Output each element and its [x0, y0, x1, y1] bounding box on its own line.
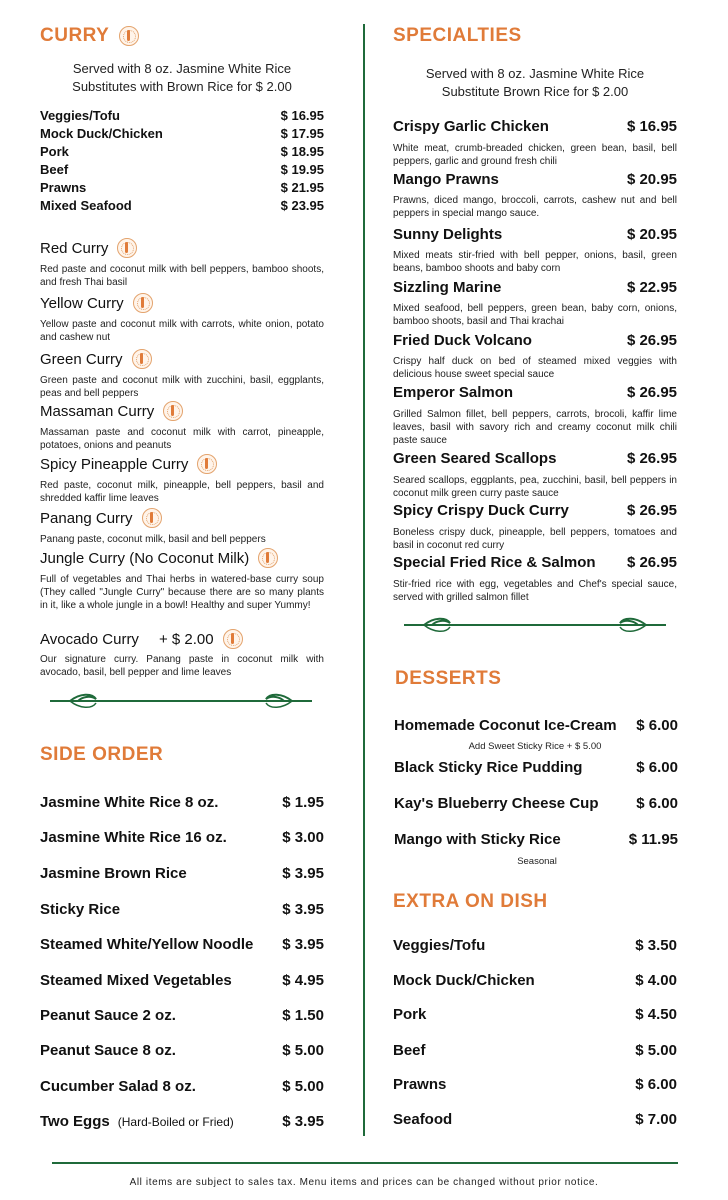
- menu-item-title: Spicy Pineapple Curry: [40, 454, 217, 474]
- menu-item-description: Stir-fried rice with egg, vegetables and Chef's special sauce, served with grilled salmon fillet: [393, 579, 677, 603]
- wheat-badge-icon: [223, 629, 243, 649]
- list-item: Prawns $ 6.00: [393, 1076, 677, 1093]
- menu-item-description: Massaman paste and coconut milk with carrot, pineapple, potatoes, onions and peanuts: [40, 427, 324, 451]
- menu-item-title: Sizzling Marine $ 22.95: [393, 279, 677, 296]
- menu-item-title: Spicy Crispy Duck Curry $ 26.95: [393, 502, 677, 519]
- wheat-badge-icon: [133, 293, 153, 313]
- list-item: Mock Duck/Chicken $ 17.95: [40, 126, 324, 141]
- wheat-badge-icon: [163, 401, 183, 421]
- desserts-section-title: DESSERTS: [395, 668, 502, 689]
- list-item: Mixed Seafood $ 23.95: [40, 198, 324, 213]
- list-item: Beef $ 5.00: [393, 1042, 677, 1059]
- menu-item-description: Seared scallops, eggplants, pea, zucchini, basil, bell peppers in coconut milk green curry paste sauce: [393, 475, 677, 499]
- list-item: Jasmine White Rice 16 oz. $ 3.00: [40, 829, 324, 846]
- list-item: Beef $ 19.95: [40, 162, 324, 177]
- wheat-badge-icon: [258, 548, 278, 568]
- menu-item-description: Grilled Salmon fillet, bell peppers, carrots, brocoli, kaffir lime leaves, basil with savory rich and creamy coconut milk chili paste sauce: [393, 409, 677, 446]
- menu-item-title: Panang Curry: [40, 508, 162, 528]
- menu-item-description: Panang paste, coconut milk, basil and bell peppers: [40, 534, 266, 545]
- list-item: Steamed White/Yellow Noodle $ 3.95: [40, 936, 324, 953]
- column-divider: [363, 24, 365, 1136]
- footer-rule: [52, 1162, 678, 1164]
- wheat-badge-icon: [197, 454, 217, 474]
- menu-item-description: Green paste and coconut milk with zucchini, basil, eggplants, peas and bell peppers: [40, 375, 324, 399]
- dessert-note: Seasonal: [517, 856, 557, 867]
- wheat-badge-icon: [117, 238, 137, 258]
- menu-item-description: Boneless crispy duck, pineapple, bell peppers, tomatoes and basil in coconut red curry: [393, 527, 677, 551]
- list-item: Kay's Blueberry Cheese Cup $ 6.00: [394, 795, 678, 812]
- menu-item-description: Red paste, coconut milk, pineapple, bell peppers, basil and shredded kaffir lime leaves: [40, 480, 324, 504]
- menu-item-title: Green Curry: [40, 349, 152, 369]
- list-item: Jasmine Brown Rice $ 3.95: [40, 865, 324, 882]
- menu-item-description: Crispy half duck on bed of steamed mixed veggies with delicious house sweet special sauce: [393, 356, 677, 380]
- list-item: Pork $ 4.50: [393, 1006, 677, 1023]
- menu-item-title: Avocado Curry + $ 2.00: [40, 629, 243, 649]
- ornament-divider-icon: [404, 616, 666, 634]
- list-item: Jasmine White Rice 8 oz. $ 1.95: [40, 794, 324, 811]
- menu-item-title: Massaman Curry: [40, 401, 183, 421]
- menu-item-title: Mango Prawns $ 20.95: [393, 171, 677, 188]
- menu-item-title: Emperor Salmon $ 26.95: [393, 384, 677, 401]
- wheat-badge-icon: [142, 508, 162, 528]
- menu-item-description: Red paste and coconut milk with bell peppers, bamboo shoots, and fresh Thai basil: [40, 264, 324, 288]
- menu-item-title: Crispy Garlic Chicken $ 16.95: [393, 118, 677, 135]
- wheat-badge-icon: [119, 26, 139, 46]
- menu-item-title: Red Curry: [40, 238, 137, 258]
- menu-item-description: Our signature curry. Panang paste in coconut milk with avocado, basil, bell pepper and lime leaves: [40, 654, 324, 678]
- curry-section-title: CURRY: [40, 25, 139, 47]
- menu-item-description: White meat, crumb-breaded chicken, green bean, basil, bell peppers, garlic and ground fresh chili: [393, 143, 677, 167]
- dessert-note: Add Sweet Sticky Rice + $ 5.00: [468, 741, 602, 752]
- wheat-badge-icon: [132, 349, 152, 369]
- list-item: Veggies/Tofu $ 16.95: [40, 108, 324, 123]
- specialties-subtitle: Served with 8 oz. Jasmine White Rice Substitute Brown Rice for $ 2.00: [425, 66, 645, 99]
- extra-section-title: EXTRA ON DISH: [393, 891, 548, 912]
- list-item: Steamed Mixed Vegetables $ 4.95: [40, 972, 324, 989]
- list-item: Two Eggs (Hard-Boiled or Fried) $ 3.95: [40, 1113, 324, 1130]
- menu-item-description: Yellow paste and coconut milk with carrots, white onion, potato and cashew nut: [40, 319, 324, 343]
- list-item: Peanut Sauce 2 oz. $ 1.50: [40, 1007, 324, 1024]
- menu-item-title: Sunny Delights $ 20.95: [393, 226, 677, 243]
- menu-item-description: Full of vegetables and Thai herbs in watered-base curry soup (They called "Jungle Curry" because there are so many plants in it, like a whole jungle in a bowl! Healthy and super Yummy!: [40, 574, 324, 611]
- list-item: Mango with Sticky Rice $ 11.95: [394, 831, 678, 848]
- list-item: Black Sticky Rice Pudding $ 6.00: [394, 759, 678, 776]
- menu-item-title: Jungle Curry (No Coconut Milk): [40, 548, 278, 568]
- list-item: Veggies/Tofu $ 3.50: [393, 937, 677, 954]
- list-item: Mock Duck/Chicken $ 4.00: [393, 972, 677, 989]
- side-order-section-title: SIDE ORDER: [40, 744, 164, 765]
- menu-item-title: Fried Duck Volcano $ 26.95: [393, 332, 677, 349]
- list-item: Peanut Sauce 8 oz. $ 5.00: [40, 1042, 324, 1059]
- menu-item-description: Mixed seafood, bell peppers, green bean, baby corn, onions, bamboo shoots, basil and Thai krachai: [393, 303, 677, 327]
- list-item: Prawns $ 21.95: [40, 180, 324, 195]
- curry-subtitle: Served with 8 oz. Jasmine White Rice Substitutes with Brown Rice for $ 2.00: [72, 61, 292, 94]
- menu-item-description: Mixed meats stir-fried with bell pepper, onions, basil, green beans, bamboo shoots and baby corn: [393, 250, 677, 274]
- list-item: Homemade Coconut Ice-Cream $ 6.00: [394, 717, 678, 734]
- footer-disclaimer: All items are subject to sales tax. Menu items and prices can be changed without prior notice.: [129, 1177, 599, 1188]
- list-item: Cucumber Salad 8 oz. $ 5.00: [40, 1078, 324, 1095]
- menu-item-description: Prawns, diced mango, broccoli, carrots, cashew nut and bell peppers in special mango sauce.: [393, 195, 677, 219]
- list-item: Seafood $ 7.00: [393, 1111, 677, 1128]
- list-item: Sticky Rice $ 3.95: [40, 901, 324, 918]
- menu-item-title: Green Seared Scallops $ 26.95: [393, 450, 677, 467]
- specialties-section-title: SPECIALTIES: [393, 25, 522, 46]
- ornament-divider-icon: [50, 692, 312, 710]
- menu-item-title: Yellow Curry: [40, 293, 153, 313]
- menu-item-title: Special Fried Rice & Salmon $ 26.95: [393, 554, 677, 571]
- list-item: Pork $ 18.95: [40, 144, 324, 159]
